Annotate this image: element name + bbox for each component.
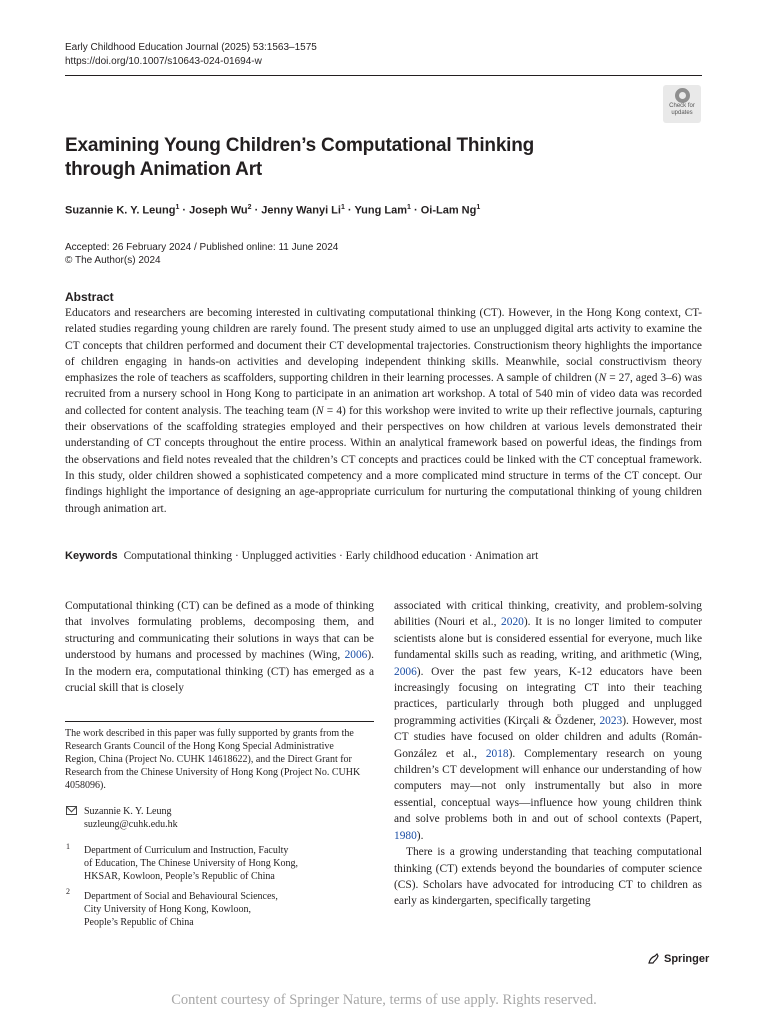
body-paragraph: There is a growing understanding that teaching computational thinking (CT) extends beyond the boundaries of computer science (CS). Scholars have advocated for introducing CT to children as early as kindergarten, specifically targeting	[394, 846, 702, 908]
author-separator: ·	[410, 204, 421, 217]
reference-link[interactable]: 2006	[344, 649, 368, 662]
author-name[interactable]: Yung Lam	[354, 204, 408, 217]
author-separator: ·	[251, 204, 262, 217]
header-rule	[65, 75, 702, 76]
author-affiliation: 1	[407, 204, 411, 211]
copyright-watermark: Content courtesy of Springer Nature, terms of use apply. Rights reserved.	[171, 992, 597, 1008]
author-name[interactable]: Joseph Wu	[189, 204, 248, 217]
body-left-column	[65, 598, 374, 696]
springer-horse-icon	[647, 952, 660, 965]
keywords-text: Computational thinking · Unplugged activities · Early childhood education · Animation art	[123, 550, 539, 562]
badge-line1: Check for	[669, 103, 695, 109]
reference-link[interactable]: 2023	[599, 714, 623, 727]
reference-link[interactable]: 2018	[485, 747, 509, 760]
affiliation-line: City University of Hong Kong, Kowloon,	[84, 904, 251, 915]
keywords-label: Keywords	[65, 550, 118, 562]
badge-line2: updates	[671, 110, 693, 116]
springer-logo	[647, 952, 709, 965]
author-affiliation: 1	[340, 204, 345, 211]
author-separator: ·	[179, 204, 190, 217]
body-text: ). However, most CT studies have focused on older children and adults (Román-González et al.,	[394, 714, 702, 760]
affiliation-line: HKSAR, Kowloon, People’s Republic of China	[84, 871, 275, 882]
abstract-heading: Abstract	[65, 290, 114, 304]
affiliation-line: People’s Republic of China	[84, 917, 194, 928]
corresponding-author-name: Suzannie K. Y. Leung	[84, 806, 172, 817]
body-text: associated with critical thinking, creativity, and problem-solving abilities (Nouri et al.,	[394, 600, 702, 629]
affiliation-number: 1	[66, 842, 70, 851]
abstract-part-2: = 27, aged 3–6) was recruited from a nursery school in Hong Kong to participate in an animation art workshop. A total of 540 min of video data was recorded and collected for content analysis. The teaching team (	[65, 372, 702, 417]
journal-citation: Early Childhood Education Journal (2025) 53:1563–1575	[65, 42, 317, 53]
grant-footnote: The work described in this paper was fully supported by grants from the Research Grants Council of the Hong Kong Special Administrative Region, China (Project No. CUHK 14618622), and the Direct Grant for Research from the Chinese University of Hong Kong (Project No. CUHK 4058096).	[65, 728, 361, 791]
affiliation-2	[84, 890, 374, 929]
article-title	[65, 134, 585, 182]
body-text: ). Complementary research on young children’s CT development will enhance our understanding of how computers may—not only instrumentally but also in more essential, conceptual ways—influence how young children think and solve problems both in and out of school contexts (Papert,	[394, 747, 702, 826]
reference-link[interactable]: 2006	[394, 665, 417, 678]
publisher-name: Springer	[664, 952, 710, 965]
body-text: ). Over the past few years, K-12 educators have been increasingly focusing on integrating CT into their teaching practices, particularly through both plugged and unplugged programming activities (Kirçali & Özdener,	[394, 665, 702, 727]
title-line-1: Examining Young Children’s Computational Thinking	[65, 135, 535, 156]
check-for-updates-badge[interactable]	[663, 85, 701, 123]
body-text: ). In the modern era, computational thinking (CT) has emerged as a crucial skill that is closely	[65, 649, 374, 695]
affiliation-number: 2	[66, 887, 70, 896]
mail-icon	[66, 806, 77, 815]
check-updates-icon	[675, 88, 690, 103]
author-affiliation: 1	[175, 204, 180, 211]
author-affiliation: 1	[476, 204, 481, 211]
abstract-part-3: = 4) for this workshop were invited to write up their reflective journals, capturing their observations of the scaffolding strategies employed and their perspectives on how children at various levels demonstrated their understanding of CT concepts throughout the entire process. Within an analytical framework based on powerful ideas, the findings from the observations and field notes revealed that the children’s CT concepts and practices could be linked with the CT conceptual framework. In this study, older children showed a sophisticated competency and a more complicated mind structure in terms of the CT concept. Our findings highlight the importance of designing an age-appropriate curriculum for nurturing the computational thinking of young children through animation art.	[65, 404, 702, 515]
abstract-part-1: Educators and researchers are becoming interested in cultivating computational thinking (CT). However, in the Hong Kong context, CT-related studies regarding young children are rarely found. The present study aimed to use an unplugged digital arts activity to examine the CT concepts that children performed and document their CT developmental trajectories. Constructionism theory highlights the importance of children engaging in hands-on activities and developing independent thinking skills. Meanwhile, social constructivism theory emphasizes the role of teachers as scaffolders, supporting children in their learning processes. A sample of children (	[65, 307, 702, 385]
keywords-line	[65, 550, 705, 562]
author-name[interactable]: Suzannie K. Y. Leung	[65, 204, 176, 217]
reference-link[interactable]: 1980	[394, 829, 417, 842]
abstract-text	[65, 305, 702, 517]
affiliation-1	[84, 844, 374, 883]
author-name[interactable]: Oi-Lam Ng	[420, 204, 477, 217]
publication-dates: Accepted: 26 February 2024 / Published online: 11 June 2024	[65, 242, 339, 253]
doi-link[interactable]: https://doi.org/10.1007/s10643-024-01694-w	[65, 56, 262, 67]
body-right-column	[394, 598, 702, 910]
body-text: Computational thinking (CT) can be defined as a mode of thinking that involves formulating problems, decomposing them, and structuring and communicating their solutions in ways that can be understood by humans and processed by machines (Wing,	[65, 600, 374, 662]
body-text: ).	[416, 829, 424, 842]
title-line-2: through Animation Art	[65, 159, 263, 180]
abstract-n-symbol: N	[316, 404, 324, 417]
author-separator: ·	[344, 204, 355, 217]
copyright-notice: © The Author(s) 2024	[65, 255, 161, 266]
body-paragraph	[394, 598, 702, 844]
affiliation-line: Department of Curriculum and Instruction, Faculty	[84, 845, 289, 856]
author-name[interactable]: Jenny Wanyi Li	[261, 204, 341, 217]
footnote-rule	[65, 721, 374, 722]
affiliation-line: of Education, The Chinese University of Hong Kong,	[84, 858, 298, 869]
corresponding-author-email[interactable]: suzleung@cuhk.edu.hk	[84, 819, 178, 830]
affiliation-line: Department of Social and Behavioural Sciences,	[84, 891, 278, 902]
body-text: ). It is no longer limited to computer scientists alone but is considered essential for everyone, much like fundamental skills such as reading, writing, and arithmetic (Wing,	[394, 616, 702, 662]
abstract-n-symbol: N	[598, 372, 607, 385]
reference-link[interactable]: 2020	[501, 616, 524, 629]
author-affiliation: 2	[247, 204, 252, 211]
author-list	[65, 204, 480, 217]
